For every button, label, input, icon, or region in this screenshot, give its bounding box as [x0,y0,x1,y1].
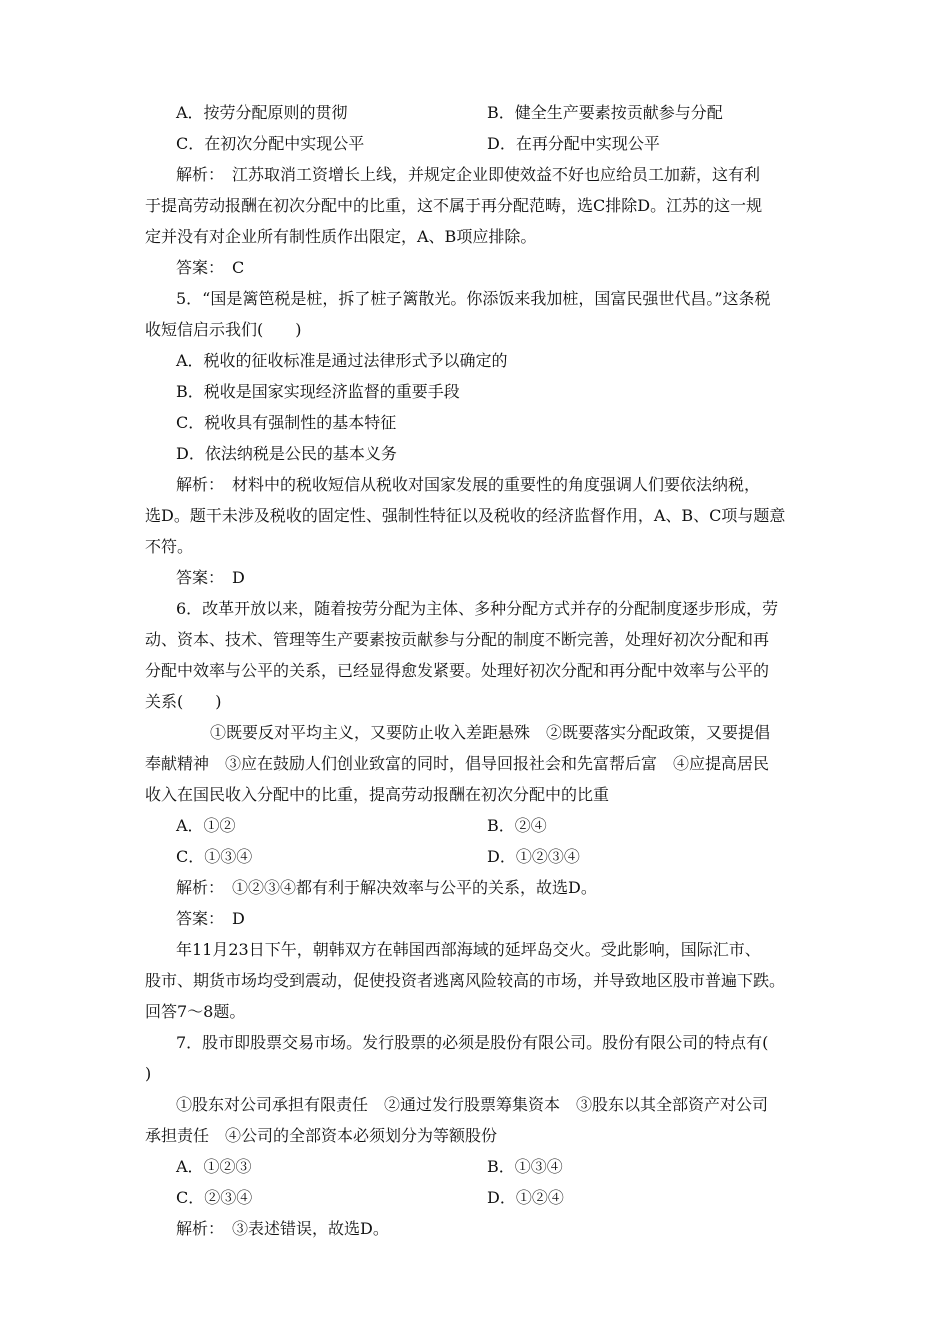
q5-analysis-line: 选D。题干未涉及税收的固定性、强制性特征以及税收的经济监督作用，A、B、C项与题意 [145,506,786,525]
material-line: 回答7～8题。 [145,1002,246,1021]
q4-answer: 答案： C [176,258,245,277]
q5-answer: 答案： D [176,568,245,587]
q5-option-a: A．税收的征收标准是通过法律形式予以确定的 [176,351,508,370]
q6-stem-line: 6．改革开放以来，随着按劳分配为主体、多种分配方式并存的分配制度逐步形成，劳 [176,599,779,618]
q7-analysis: 解析： ③表述错误，故选D。 [176,1219,389,1238]
q7-items-line: ①股东对公司承担有限责任 ②通过发行股票筹集资本 ③股东以其全部资产对公司 [176,1095,769,1114]
q5-analysis-line: 不符。 [145,537,194,556]
q7-stem-line: 7．股市即股票交易市场。发行股票的必须是股份有限公司。股份有限公司的特点有( [176,1033,769,1052]
q7-option-c: C．②③④ [176,1188,253,1207]
q5-option-b: B．税收是国家实现经济监督的重要手段 [176,382,460,401]
q4-analysis-line: 解析： 江苏取消工资增长上线，并规定企业即使效益不好也应给员工加薪，这有利 [176,165,761,184]
q6-option-c: C．①③④ [176,847,253,866]
material-line: 股市、期货市场均受到震动，促使投资者逃离风险较高的市场，并导致地区股市普遍下跌。 [145,971,786,990]
q7-items-line: 承担责任 ④公司的全部资本必须划分为等额股份 [145,1126,498,1145]
q7-option-d: D．①②④ [487,1188,564,1207]
material-line: 年11月23日下午，朝韩双方在韩国西部海域的延坪岛交火。受此影响，国际汇市、 [176,940,761,959]
q6-items-line: ①既要反对平均主义，又要防止收入差距悬殊 ②既要落实分配政策，又要提倡 [210,723,771,742]
q6-option-a: A．①② [176,816,236,835]
q7-option-a: A．①②③ [176,1157,252,1176]
q4-option-d: D．在再分配中实现公平 [487,134,660,153]
q5-analysis-line: 解析： 材料中的税收短信从税收对国家发展的重要性的角度强调人们要依法纳税， [176,475,761,494]
q5-option-d: D．依法纳税是公民的基本义务 [176,444,397,463]
q7-stem-line: ) [145,1064,152,1083]
q6-analysis: 解析： ①②③④都有利于解决效率与公平的关系，故选D。 [176,878,597,897]
q4-option-b: B．健全生产要素按贡献参与分配 [487,103,723,122]
q6-stem-line: 关系( ) [145,692,222,711]
q6-option-b: B．②④ [487,816,547,835]
q6-items-line: 奉献精神 ③应在鼓励人们创业致富的同时，倡导回报社会和先富帮后富 ④应提高居民 [145,754,770,773]
q6-stem-line: 动、资本、技术、管理等生产要素按贡献参与分配的制度不断完善，处理好初次分配和再 [145,630,770,649]
q5-stem-line: 收短信启示我们( ) [145,320,302,339]
q5-stem-line: 5．“国是篱笆税是桩，拆了桩子篱散光。你添饭来我加桩，国富民强世代昌。”这条税 [176,289,771,308]
q4-option-a: A．按劳分配原则的贯彻 [176,103,348,122]
q6-stem-line: 分配中效率与公平的关系，已经显得愈发紧要。处理好初次分配和再分配中效率与公平的 [145,661,770,680]
q6-items-line: 收入在国民收入分配中的比重，提高劳动报酬在初次分配中的比重 [145,785,610,804]
q6-answer: 答案： D [176,909,245,928]
q5-option-c: C．税收具有强制性的基本特征 [176,413,397,432]
q4-analysis-line: 于提高劳动报酬在初次分配中的比重，这不属于再分配范畴，选C排除D。江苏的这一规 [145,196,763,215]
q4-option-c: C．在初次分配中实现公平 [176,134,365,153]
q4-analysis-line: 定并没有对企业所有制性质作出限定，A、B项应排除。 [145,227,537,246]
q6-option-d: D．①②③④ [487,847,580,866]
q7-option-b: B．①③④ [487,1157,563,1176]
